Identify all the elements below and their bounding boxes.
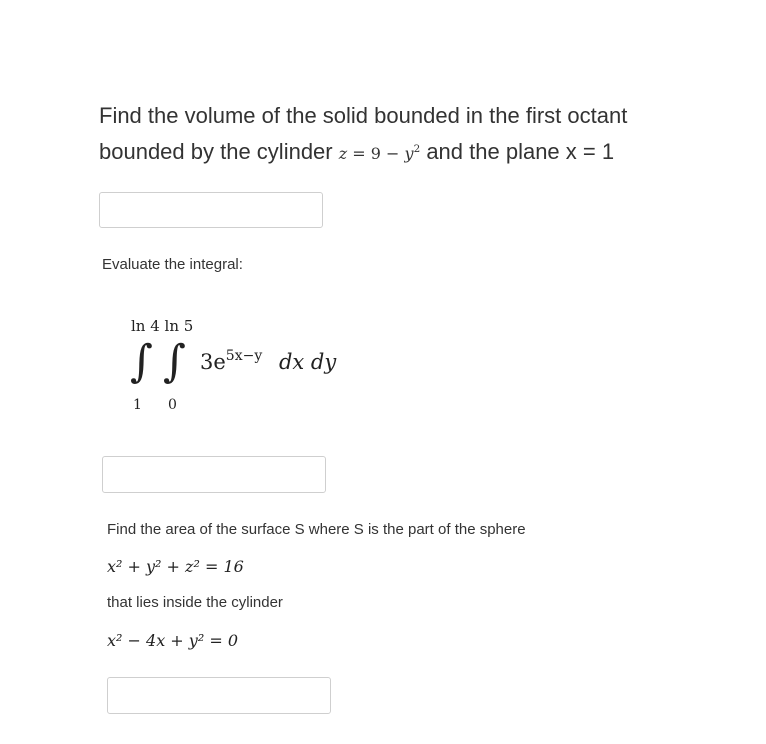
outer-lower-limit: 1 [133, 397, 142, 413]
integrand [200, 350, 336, 374]
cylinder-equation-2: x² − 4x + y² = 0 [107, 631, 239, 650]
answer-input-2[interactable] [102, 456, 326, 493]
cylinder-equation: $z = 9 - y^2$ [338, 142, 421, 163]
outer-integral-sign: ∫ [130, 336, 153, 387]
evaluate-integral-label: Evaluate the integral: [102, 256, 243, 273]
integrand-exponent: 5x−y [225, 348, 263, 364]
question-1-line-2-start: bounded by the cylinder [99, 139, 333, 164]
answer-input-3[interactable] [107, 677, 331, 714]
inner-integral-sign: ∫ [163, 336, 186, 387]
question-3-text: Find the area of the surface S where S is the part of the sphere [107, 521, 526, 538]
question-1-line-2-end: and the plane x = 1 [420, 139, 615, 164]
sphere-equation: x² + y² + z² = 16 [107, 557, 244, 576]
cylinder-text: that lies inside the cylinder [107, 594, 283, 611]
inner-lower-limit: 0 [168, 397, 177, 413]
answer-input-1[interactable] [99, 192, 323, 228]
question-1-line-1: Find the volume of the solid bounded in the first octant [99, 103, 628, 128]
integral-upper-limits: ln 4 ln 5 [131, 317, 194, 335]
question-1-text [99, 98, 739, 173]
integrand-differentials: dx dy [278, 350, 337, 374]
integrand-coefficient: 3e [200, 350, 226, 374]
